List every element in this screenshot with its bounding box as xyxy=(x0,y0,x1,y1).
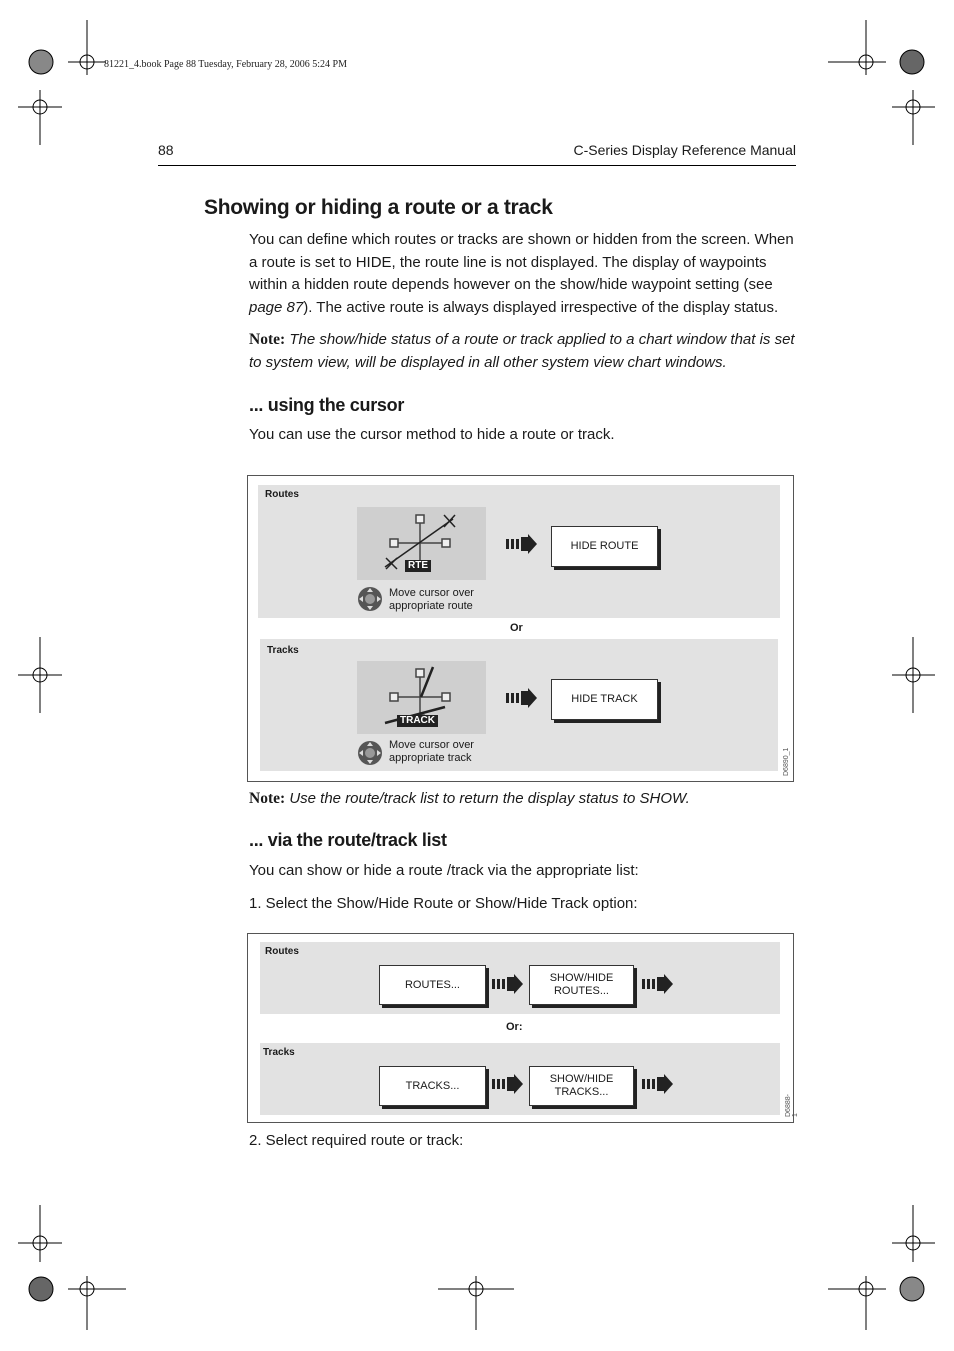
joystick-icon xyxy=(357,586,383,612)
track-hint: Move cursor over appropriate track xyxy=(389,739,474,764)
page-reference[interactable]: page 87 xyxy=(249,298,304,316)
routes-panel xyxy=(260,942,780,1014)
intro-paragraph: You can define which routes or tracks are shown or hidden from the screen. When a route is set to HIDE, the route line is not displayed. The display of waypoints within a hidden route depends however on the show/hide waypoint setting (see page 87). The active route is always displayed irrespective of the display status. xyxy=(249,231,794,316)
cursor-text: You can use the cursor method to hide a route or track. xyxy=(249,426,615,443)
routes-button[interactable]: ROUTES... xyxy=(379,965,486,1005)
arrow-icon xyxy=(642,974,674,994)
track-chart-screen xyxy=(357,661,486,734)
section-title: Showing or hiding a route or a track xyxy=(204,196,553,219)
cursor-heading: ... using the cursor xyxy=(249,395,405,415)
tracks-button[interactable]: TRACKS... xyxy=(379,1066,486,1106)
list-heading: ... via the route/track list xyxy=(249,830,447,850)
routes-panel xyxy=(258,485,780,618)
manual-title: C-Series Display Reference Manual xyxy=(573,142,796,158)
figure-code: D6890_1 xyxy=(783,747,790,776)
route-hint: Move cursor over appropriate route xyxy=(389,587,474,612)
step-2: 2. Select required route or track: xyxy=(249,1132,464,1149)
track-tag: TRACK xyxy=(397,715,438,727)
arrow-icon xyxy=(506,534,538,554)
arrow-icon xyxy=(492,974,524,994)
routes-label: Routes xyxy=(265,946,299,957)
route-chart-screen xyxy=(357,507,486,580)
or-label: Or: xyxy=(506,1021,523,1033)
step-1: 1. Select the Show/Hide Route or Show/Hide Track option: xyxy=(249,895,638,912)
cursor-figure xyxy=(247,475,794,782)
book-info: 81221_4.book Page 88 Tuesday, February 28, 2006 5:24 PM xyxy=(104,59,347,70)
show-hide-routes-button[interactable]: SHOW/HIDE ROUTES... xyxy=(529,965,634,1005)
joystick-icon xyxy=(357,740,383,766)
arrow-icon xyxy=(506,688,538,708)
figure-code: D6888-1 xyxy=(785,1094,799,1117)
note-system-view: Note: The show/hide status of a route or track applied to a chart window that is set to system view, will be displayed in all other system view chart windows. xyxy=(249,331,795,371)
rte-tag: RTE xyxy=(405,560,431,572)
show-hide-tracks-button[interactable]: SHOW/HIDE TRACKS... xyxy=(529,1066,634,1106)
header-rule xyxy=(158,165,796,166)
tracks-panel xyxy=(260,1043,780,1115)
arrow-icon xyxy=(492,1074,524,1094)
page-number: 88 xyxy=(158,142,174,158)
hide-track-button[interactable]: HIDE TRACK xyxy=(551,679,658,720)
tracks-label: Tracks xyxy=(267,645,299,656)
tracks-panel xyxy=(260,639,778,771)
list-text: You can show or hide a route /track via the appropriate list: xyxy=(249,862,639,879)
or-label: Or xyxy=(510,622,523,634)
routes-label: Routes xyxy=(265,489,299,500)
hide-route-button[interactable]: HIDE ROUTE xyxy=(551,526,658,567)
note-show: Note: Use the route/track list to return the display status to SHOW. xyxy=(249,790,690,807)
tracks-label: Tracks xyxy=(263,1047,295,1058)
arrow-icon xyxy=(642,1074,674,1094)
list-figure xyxy=(247,933,799,1123)
